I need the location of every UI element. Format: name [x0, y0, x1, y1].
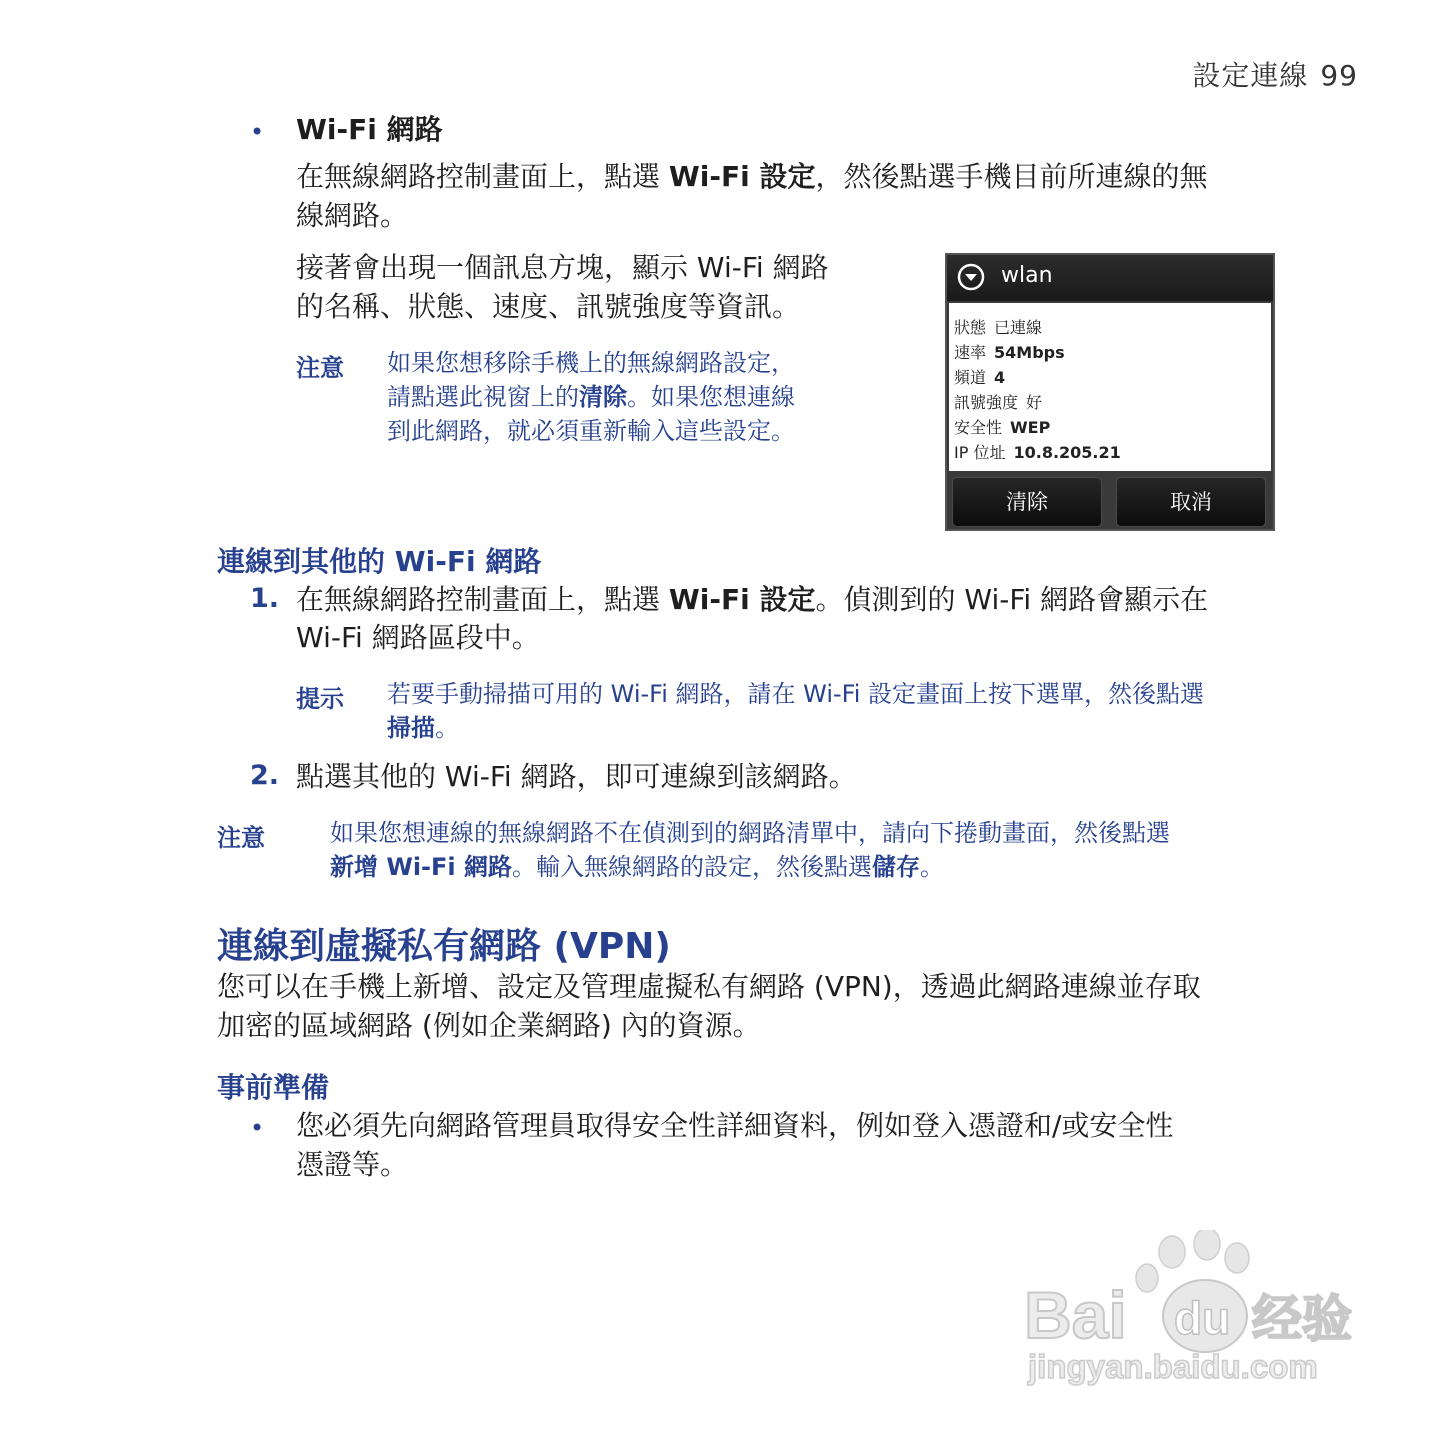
page-header	[1192, 54, 1358, 94]
ui-term: 清除	[579, 383, 627, 411]
row-value: 已連線	[994, 318, 1043, 337]
row-label: 狀態	[954, 318, 987, 337]
info-row-signal	[954, 390, 1042, 413]
text-span: 。輸入無線網路的設定，然後點選	[512, 853, 872, 881]
section-heading: 連線到其他的 Wi-Fi 網路	[217, 545, 542, 578]
paragraph-line: 接著會出現一個訊息方塊，顯示 Wi-Fi 網路	[296, 251, 829, 284]
note-line: 如果您想連線的無線網路不在偵測到的網路清單中，請向下捲動畫面，然後點選	[330, 819, 1170, 847]
text-span: 。	[920, 853, 944, 881]
row-value: WEP	[1010, 418, 1051, 437]
watermark-jingyan: 经验	[1252, 1290, 1352, 1348]
ui-term: 掃描	[387, 714, 435, 742]
note-line: 到此網路，就必須重新輸入這些設定。	[387, 417, 795, 445]
ui-term: 儲存	[872, 853, 920, 881]
text-span: 在無線網路控制畫面上，點選	[296, 160, 669, 193]
step-text	[296, 580, 1208, 619]
watermark-brand: Bai	[1024, 1278, 1127, 1352]
text-span: 。偵測到的 Wi-Fi 網路會顯示在	[815, 583, 1209, 616]
paragraph-line: 線網路。	[296, 199, 409, 232]
paragraph	[296, 157, 1208, 196]
vpn-heading: 連線到虛擬私有網路 (VPN)	[217, 926, 671, 967]
item-title: Wi-Fi 網路	[296, 113, 443, 146]
paragraph-line: 的名稱、狀態、速度、訊號強度等資訊。	[296, 290, 801, 323]
text-span: 請點選此視窗上的	[387, 383, 579, 411]
info-row-channel	[954, 365, 1005, 388]
row-label: IP 位址	[954, 443, 1006, 462]
watermark-brand-du: du	[1174, 1292, 1231, 1344]
step-number: 2.	[250, 760, 280, 791]
tip-line	[387, 711, 459, 745]
info-row-security	[954, 415, 1050, 438]
step-text-line: Wi-Fi 網路區段中。	[296, 621, 540, 654]
baidu-watermark	[1022, 1230, 1362, 1390]
note-line	[330, 850, 944, 884]
text-span: 。	[435, 714, 459, 742]
paragraph-line: 您必須先向網路管理員取得安全性詳細資料，例如登入憑證和/或安全性	[296, 1109, 1174, 1142]
row-value: 好	[1026, 393, 1043, 412]
bullet: •	[250, 1114, 265, 1142]
row-label: 訊號強度	[954, 393, 1019, 412]
step-text: 點選其他的 Wi-Fi 網路，即可連線到該網路。	[296, 760, 857, 793]
step-number: 1.	[250, 583, 280, 614]
info-row-ip	[954, 440, 1121, 463]
note-line: 如果您想移除手機上的無線網路設定，	[387, 349, 795, 377]
section-title: 設定連線	[1192, 59, 1309, 92]
paragraph-line: 憑證等。	[296, 1148, 409, 1181]
note-label: 注意	[217, 824, 265, 852]
clear-button[interactable]: 清除	[952, 477, 1102, 527]
ui-term: Wi-Fi 設定	[668, 583, 816, 616]
text-span: 。如果您想連線	[627, 383, 795, 411]
row-value: 10.8.205.21	[1013, 443, 1121, 462]
row-value: 4	[994, 368, 1006, 387]
text-span: 在無線網路控制畫面上，點選	[296, 583, 669, 616]
ui-term: Wi-Fi 設定	[668, 160, 816, 193]
paragraph-line: 您可以在手機上新增、設定及管理虛擬私有網路 (VPN)，透過此網路連線並存取	[217, 970, 1201, 1003]
dialog-title: wlan	[1001, 263, 1053, 288]
row-label: 安全性	[954, 418, 1003, 437]
tip-label: 提示	[296, 685, 344, 713]
prep-heading: 事前準備	[217, 1071, 330, 1104]
dialog-titlebar	[947, 255, 1273, 301]
watermark-url: jingyan.baidu.com	[1028, 1348, 1318, 1385]
row-label: 速率	[954, 343, 987, 362]
chevron-down-circle-icon	[957, 263, 985, 291]
row-label: 頻道	[954, 368, 987, 387]
paragraph-line: 加密的區域網路 (例如企業網路) 內的資源。	[217, 1009, 761, 1042]
wlan-dialog	[945, 253, 1275, 531]
cancel-button[interactable]: 取消	[1116, 477, 1266, 527]
note-line	[387, 380, 795, 414]
row-value: 54Mbps	[994, 343, 1065, 362]
info-row-status	[954, 315, 1042, 338]
dialog-body	[949, 303, 1271, 471]
ui-term: 新增 Wi-Fi 網路	[330, 853, 512, 881]
tip-line: 若要手動掃描可用的 Wi-Fi 網路，請在 Wi-Fi 設定畫面上按下選單，然後點選	[387, 680, 1205, 708]
note-label: 注意	[296, 354, 344, 382]
text-span: ，然後點選手機目前所連線的無	[815, 160, 1208, 193]
info-row-speed	[954, 340, 1065, 363]
bullet: •	[250, 118, 265, 146]
page-number: 99	[1320, 59, 1358, 92]
